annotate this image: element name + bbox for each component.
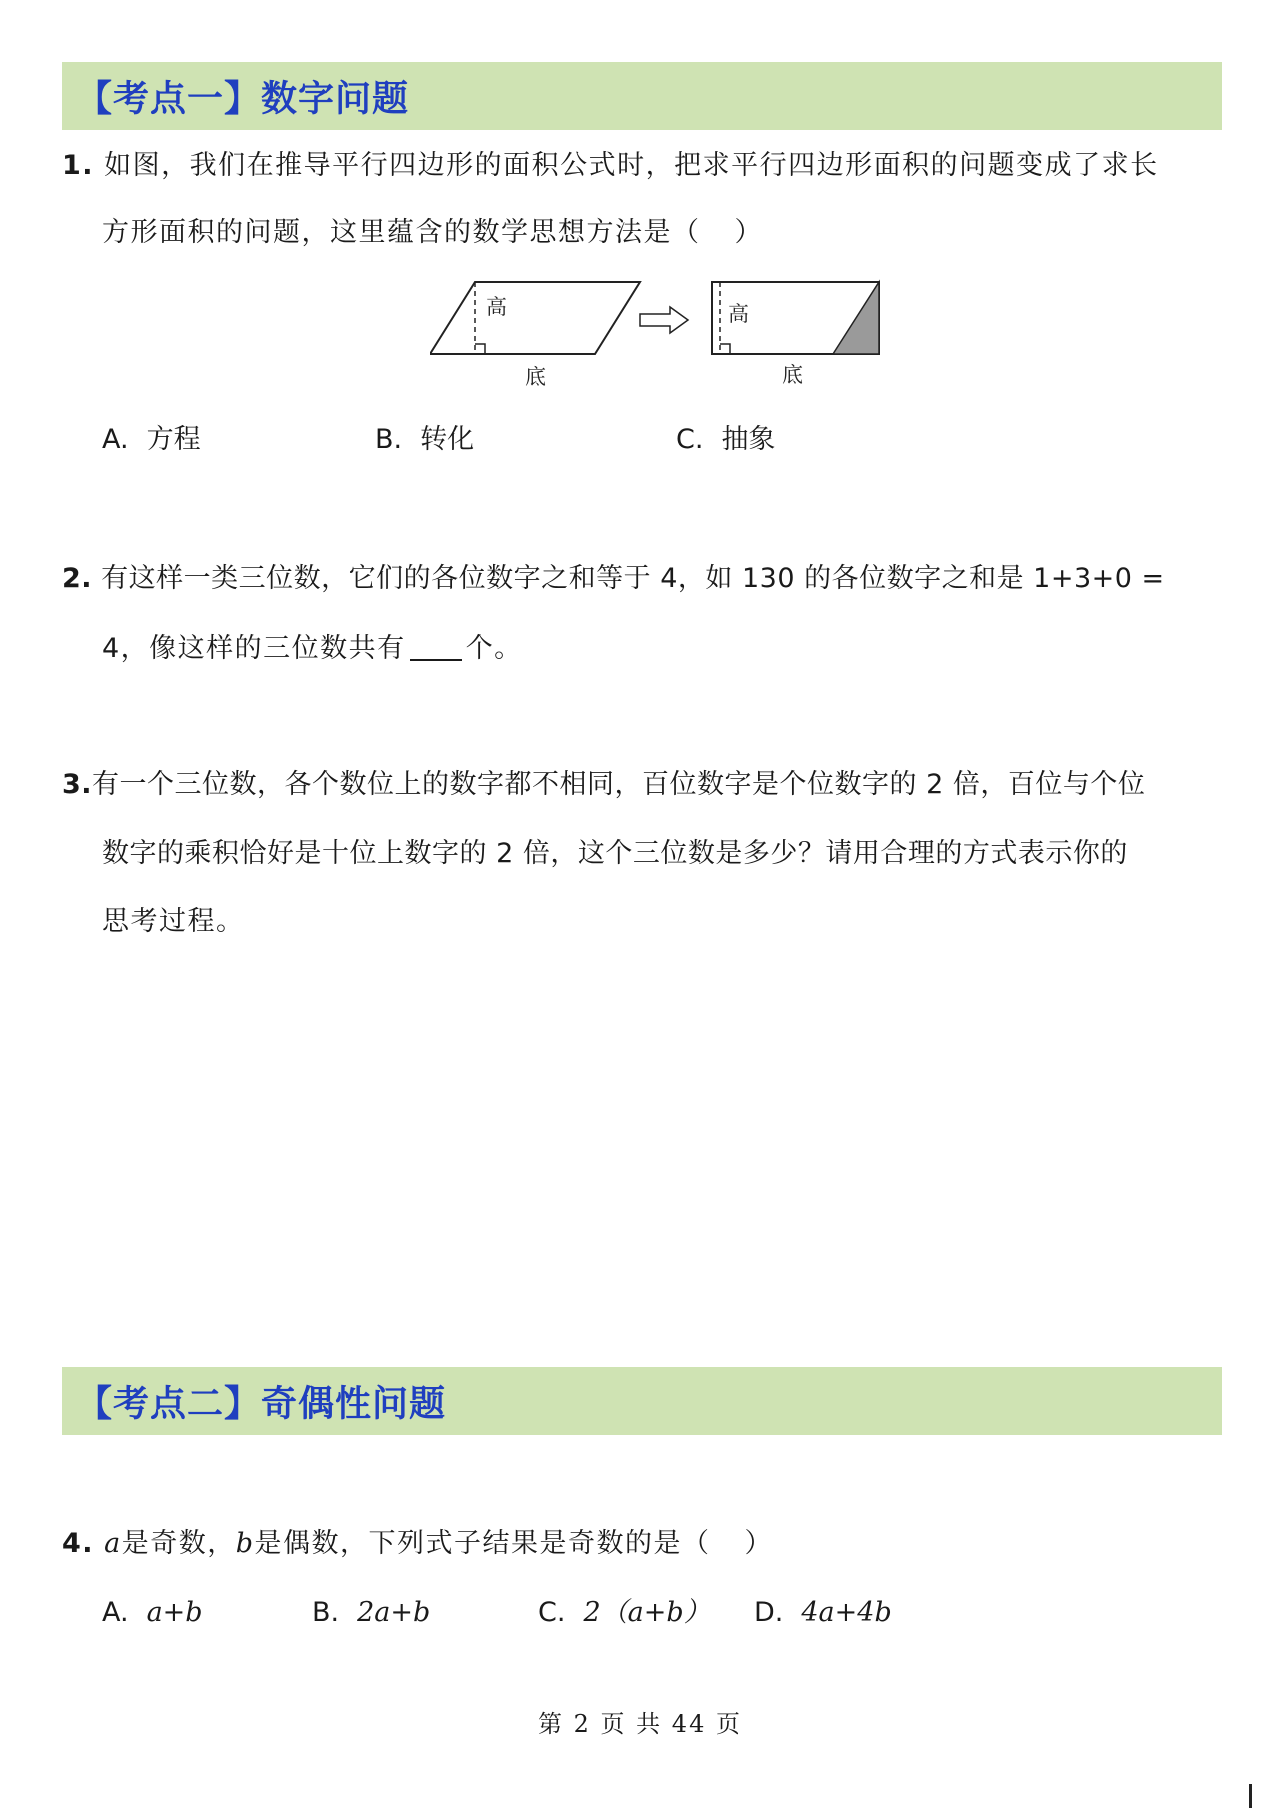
question-2-line-2 <box>102 635 523 662</box>
question-4-number: 4. <box>62 1528 95 1559</box>
base-label-1: 底 <box>525 365 546 389</box>
question-1-paren-close: ） <box>734 217 763 248</box>
section-header-1 <box>62 62 1222 130</box>
question-4-paren-close: ） <box>744 1528 774 1559</box>
question-3-line-2 <box>102 840 1128 867</box>
question-3-text-3: 思考过程。 <box>102 906 245 937</box>
q1-option-a-letter: A. <box>102 424 129 455</box>
question-4-line-1 <box>62 1530 773 1557</box>
q4-option-c[interactable] <box>538 1599 711 1626</box>
q4-option-c-letter: C. <box>538 1597 566 1628</box>
question-3-line-1 <box>62 771 1145 798</box>
question-2-text-2: 4，像这样的三位数共有 <box>102 633 406 664</box>
q1-option-c-text: 抽象 <box>721 424 776 455</box>
q1-option-b[interactable] <box>375 426 474 453</box>
answer-blank[interactable] <box>410 659 462 661</box>
q4-option-d[interactable] <box>754 1599 892 1626</box>
question-4-text-2: 是偶数，下列式子结果是奇数的是（ <box>254 1528 711 1559</box>
question-1-number: 1. <box>62 150 95 181</box>
q1-option-a[interactable] <box>102 426 201 453</box>
section-title-1: 【考点一】数字问题 <box>76 77 410 120</box>
q1-option-a-text: 方程 <box>146 424 201 455</box>
question-2-text-1: 有这样一类三位数，它们的各位数字之和等于 4，如 130 的各位数字之和是 1+3+0 = <box>101 563 1165 594</box>
transform-arrow-icon <box>640 307 688 333</box>
parallelogram-to-rectangle-figure <box>430 276 890 391</box>
question-4-var-a: a <box>104 1528 122 1559</box>
question-3-number: 3. <box>62 769 93 800</box>
scrollbar-handle[interactable] <box>1249 1784 1252 1808</box>
q1-option-c[interactable] <box>676 426 775 453</box>
height-label-2: 高 <box>728 302 749 326</box>
q4-option-a-letter: A. <box>102 1597 129 1628</box>
q4-option-d-text: 4a+4b <box>801 1597 892 1628</box>
question-3-text-2: 数字的乘积恰好是十位上数字的 2 倍，这个三位数是多少？请用合理的方式表示你的 <box>102 838 1128 869</box>
question-1-line-1 <box>62 152 1159 179</box>
question-1-text-1: 如图，我们在推导平行四边形的面积公式时，把求平行四边形面积的问题变成了求长 <box>104 150 1159 181</box>
question-1-text-2: 方形面积的问题，这里蕴含的数学思想方法是（ <box>102 217 701 248</box>
section-header-2 <box>62 1367 1222 1435</box>
q4-option-b-letter: B. <box>312 1597 340 1628</box>
q4-option-c-text: 2（a+b） <box>583 1597 711 1628</box>
q4-option-a-text: a+b <box>146 1597 203 1628</box>
question-2-line-1 <box>62 565 1165 592</box>
question-4-text-1: 是奇数， <box>121 1528 236 1559</box>
question-2-text-3: 个。 <box>465 633 523 664</box>
q4-option-b[interactable] <box>312 1599 430 1626</box>
question-3-line-3 <box>102 908 245 935</box>
q1-option-b-text: 转化 <box>420 424 475 455</box>
question-2-number: 2. <box>62 563 93 594</box>
section-title-2: 【考点二】奇偶性问题 <box>76 1382 447 1425</box>
base-label-2: 底 <box>782 363 803 387</box>
q1-option-b-letter: B. <box>375 424 403 455</box>
right-angle-mark-2 <box>720 344 730 354</box>
page-footer: 第 2 页 共 44 页 <box>538 1710 742 1738</box>
q1-option-c-letter: C. <box>676 424 704 455</box>
question-1-line-2 <box>102 219 763 246</box>
q4-option-d-letter: D. <box>754 1597 784 1628</box>
height-label-1: 高 <box>486 295 507 319</box>
parallelogram-shape <box>430 282 640 354</box>
question-4-var-b: b <box>235 1528 255 1559</box>
right-angle-mark-1 <box>475 344 485 354</box>
q4-option-a[interactable] <box>102 1599 203 1626</box>
q4-option-b-text: 2a+b <box>357 1597 431 1628</box>
question-3-text-1: 有一个三位数，各个数位上的数字都不相同，百位数字是个位数字的 2 倍，百位与个位 <box>92 769 1146 800</box>
moved-triangle-shaded <box>833 282 879 354</box>
